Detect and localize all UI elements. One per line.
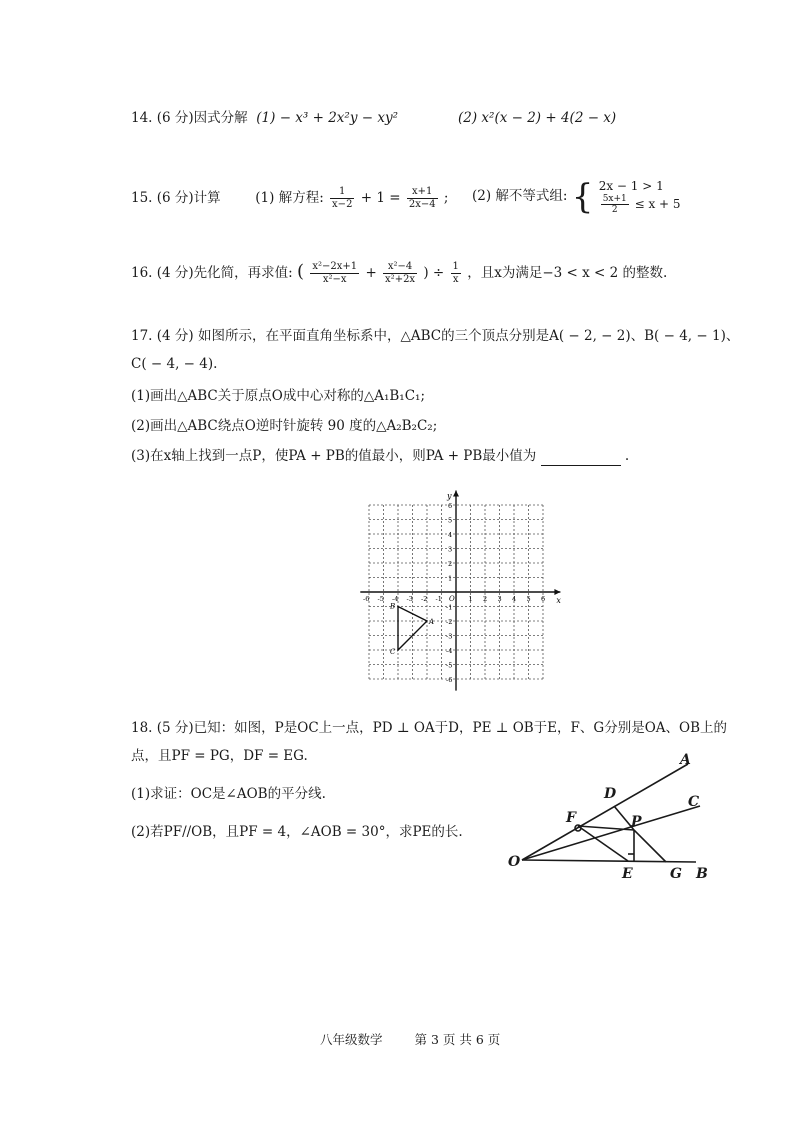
q16-fraction-2: $\frac{\text{x²−4}}{\text{x²+2x}}$ [385, 261, 416, 285]
q17-line-4: (2)画出△ABC绕点O逆时针旋转 90 度的△A₂B₂C₂; [131, 418, 438, 434]
y-tick-label: 1 [448, 574, 453, 583]
x-tick-label: -2 [421, 595, 428, 603]
q17-line-3: (1)画出△ABC关于原点O成中心对称的△A₁B₁C₁; [131, 388, 425, 404]
q17-line-5-end: . [624, 448, 630, 464]
q14-part2-wrap [458, 108, 616, 128]
inequality-system [599, 178, 681, 215]
label-C: C [688, 794, 700, 810]
label-G: G [670, 866, 682, 882]
footer-page: 第 3 页 共 6 页 [414, 1032, 501, 1047]
q16-head: 16. (4 分)先化简，再求值: [131, 265, 293, 281]
coordinate-grid [356, 478, 580, 692]
x-tick-label: 2 [483, 595, 488, 603]
q15-part1-label: (1) 解方程: [255, 190, 324, 206]
y-tick-label: 4 [448, 531, 453, 539]
y-axis-arrow-icon [453, 491, 459, 497]
label-D: D [604, 786, 617, 802]
y-tick-label: 5 [448, 516, 453, 525]
q17-line-5-text: (3)在x轴上找到一点P，使PA + PB的值最小，则PA + PB最小值为 [131, 448, 537, 464]
q17-line-2: C( − 4, − 4). [131, 356, 218, 372]
q15-fraction-1: $\frac{1}{x-2}$ [332, 186, 353, 210]
x-tick-label: -5 [377, 595, 384, 603]
q15-fraction-2: $\frac{x+1}{2x-4}$ [408, 186, 436, 210]
label-A: A [680, 752, 691, 768]
point-A-label: A [429, 618, 435, 626]
q16-fraction-1: $\frac{\text{x²−2x+1}}{\text{x²−x}}$ [312, 261, 358, 285]
origin-label: O [449, 595, 455, 603]
segment-PG [634, 830, 666, 862]
inequality-2-fraction: $\frac{5x+1}{2}$ [602, 194, 627, 215]
q17-line-1: 17. (4 分) 如图所示，在平面直角坐标系中，△ABC的三个顶点分别是A( − 2, − 2)、B( − 4, − 1)、 [131, 328, 740, 344]
label-O: O [508, 854, 521, 870]
brace-icon: { [571, 176, 594, 217]
y-axis-label: y [447, 491, 452, 501]
x-tick-label: -6 [363, 595, 370, 603]
q14-head: 14. (6 分)因式分解 [131, 110, 248, 126]
ray-OC [522, 806, 700, 860]
y-tick-label: -6 [446, 676, 453, 684]
q14-part1: (1) − x³ + 2x²y − xy² [256, 110, 399, 126]
footer [320, 1030, 500, 1050]
x-axis-arrow-icon [554, 589, 560, 595]
ray-OB [522, 860, 696, 862]
q15-head: 15. (6 分)计算 [131, 190, 221, 206]
q18-line-2: 点，且PF = PG，DF = EG. [131, 748, 308, 764]
inequality-1: 2x − 1 > 1 [598, 179, 664, 193]
x-tick-label: 5 [526, 595, 531, 603]
q15-part2 [472, 172, 681, 220]
q14-part2: (2) x²(x − 2) + 4(2 − x) [458, 110, 617, 126]
y-tick-label: 2 [448, 560, 453, 568]
x-tick-label: 1 [468, 595, 473, 603]
label-B: B [696, 866, 708, 882]
y-tick-label: -4 [446, 647, 453, 655]
y-tick-label: -1 [446, 603, 453, 612]
x-tick-label: 6 [541, 595, 546, 603]
x-axis-label: x [556, 596, 561, 605]
angle-bisector-figure [500, 750, 730, 890]
footer-subject: 八年级数学 [320, 1032, 383, 1047]
label-P: P [631, 814, 642, 830]
q18-line-4: (2)若PF//OB，且PF = 4，∠AOB = 30°，求PE的长. [131, 824, 463, 840]
x-tick-label: 3 [497, 595, 502, 603]
x-tick-label: -4 [392, 595, 399, 603]
q15-part2-label: (2) 解不等式组: [472, 188, 568, 204]
y-tick-label: -5 [446, 661, 453, 670]
point-C-label: C [390, 648, 396, 656]
x-tick-label: -1 [435, 595, 442, 603]
point-B-label: B [390, 602, 396, 611]
segment-FE [578, 826, 628, 861]
y-tick-label: 6 [448, 502, 453, 510]
question-15 [131, 178, 448, 218]
q15-mid: + 1 = [360, 190, 401, 206]
y-tick-label: 3 [448, 545, 453, 554]
inequality-2-rest: ≤ x + 5 [634, 197, 681, 211]
label-E: E [622, 866, 633, 882]
q15-semicolon: ; [443, 190, 449, 206]
answer-blank [541, 451, 621, 466]
x-tick-label: 4 [512, 595, 517, 603]
x-tick-label: -3 [406, 595, 413, 603]
q16-tail: ，且x为满足−3 < x < 2 的整数. [467, 265, 668, 281]
label-F: F [566, 810, 576, 826]
q18-line-3: (1)求证：OC是∠AOB的平分线. [131, 786, 326, 802]
y-tick-label: -3 [446, 632, 453, 641]
y-tick-label: -2 [446, 618, 453, 626]
question-16 [131, 252, 667, 292]
triangle-ABC [398, 607, 427, 651]
q17-line-5 [131, 446, 629, 466]
q16-fraction-3: $\frac{1}{x}$ [452, 261, 459, 285]
q18-line-1: 18. (5 分)已知：如图，P是OC上一点，PD ⊥ OA于D，PE ⊥ OB于E，F、G分别是OA、OB上的 [131, 720, 727, 736]
q16-close: ) ÷ [423, 265, 445, 281]
q16-plus: + [365, 265, 377, 281]
question-14 [131, 108, 398, 128]
q16-open: ( [297, 261, 305, 282]
